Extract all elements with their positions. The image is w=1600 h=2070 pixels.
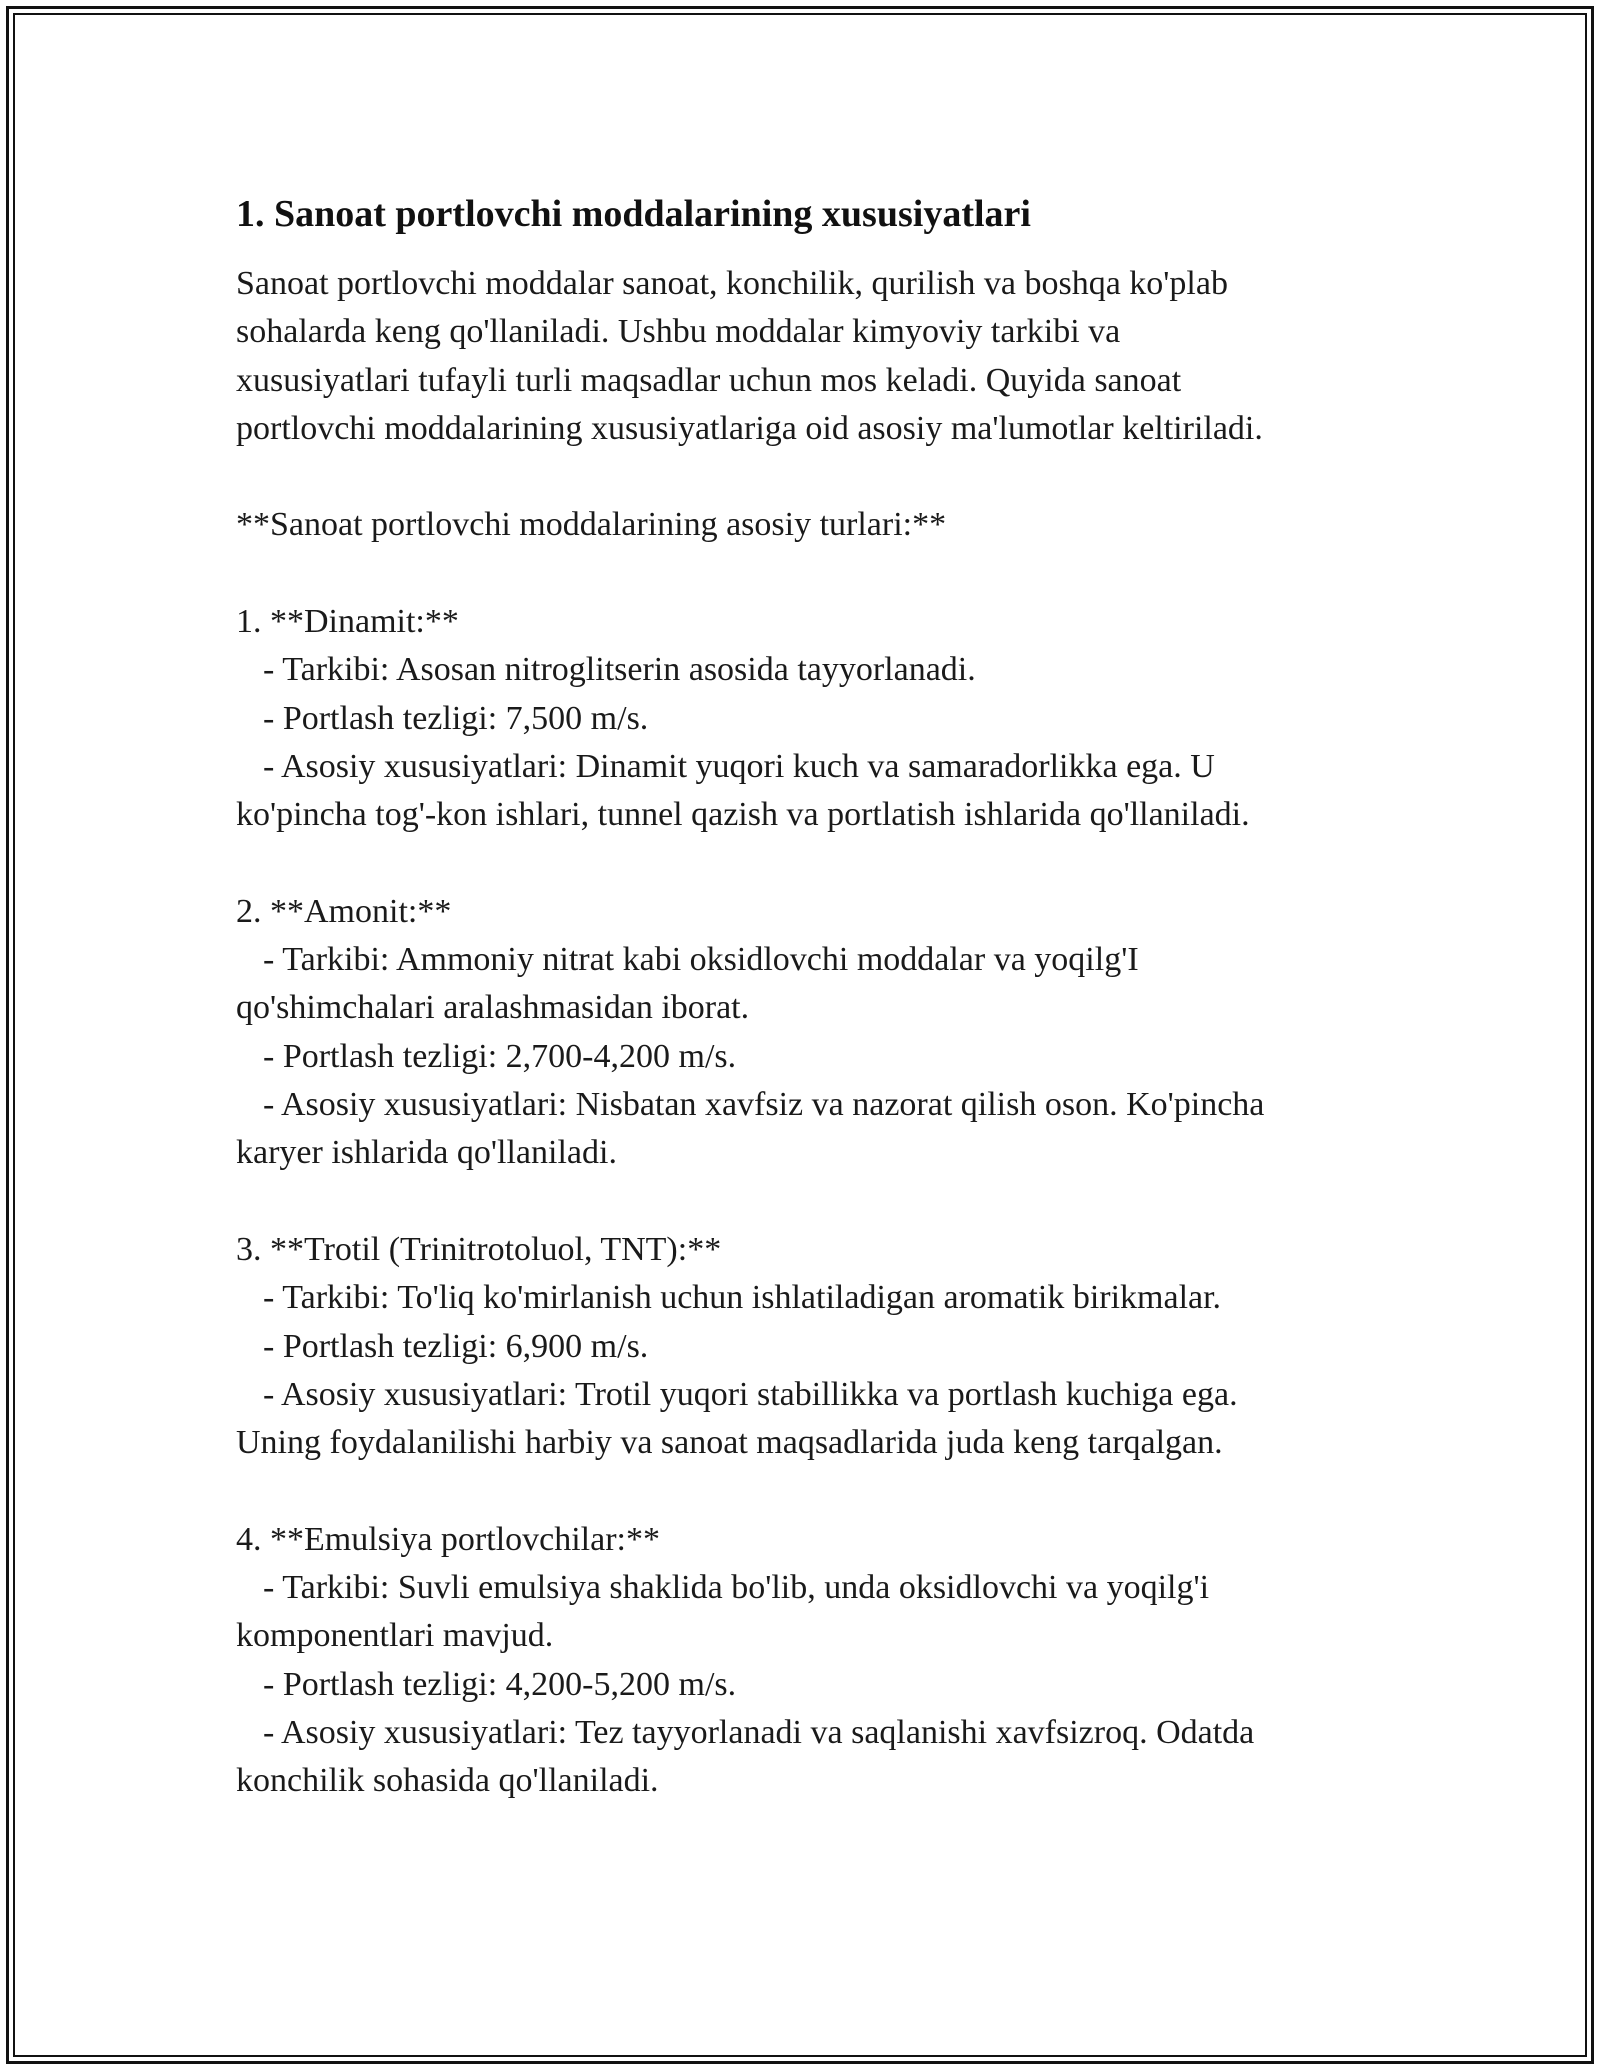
section-dinamit: [236, 550, 1386, 840]
section-heading: 4. **Emulsiya portlovchilar:**: [236, 1520, 660, 1558]
section-line: - Portlash tezligi: 2,700-4,200 m/s.: [263, 1037, 737, 1075]
section-heading: 2. **Amonit:**: [236, 892, 452, 930]
section-line: - Tarkibi: Suvli emulsiya shaklida bo'lib, unda oksidlovchi va yoqilg'i: [263, 1569, 1210, 1607]
section-line: konchilik sohasida qo'llaniladi.: [236, 1762, 659, 1800]
section-amonit: [236, 840, 1386, 1178]
section-line: - Tarkibi: To'liq ko'mirlanish uchun ishlatiladigan aromatik birikmalar.: [263, 1279, 1222, 1317]
blank-line: [236, 1467, 1386, 1515]
section-line: - Portlash tezligi: 7,500 m/s.: [263, 699, 649, 737]
section-emulsiya: [236, 1467, 1386, 1805]
types-heading: **Sanoat portlovchi moddalarining asosiy turlari:**: [236, 506, 947, 544]
section-line: - Asosiy xususiyatlari: Trotil yuqori stabillikka va portlash kuchiga ega.: [263, 1375, 1238, 1413]
intro-paragraph: [236, 260, 1386, 453]
blank-line: [236, 550, 1386, 598]
section-line: karyer ishlarida qo'llaniladi.: [236, 1134, 617, 1172]
section-line: - Tarkibi: Asosan nitroglitserin asosida tayyorlanadi.: [263, 651, 976, 689]
document-title: 1. Sanoat portlovchi moddalarining xususiyatlari: [236, 193, 1031, 235]
blank-line: [236, 453, 1386, 501]
intro-line: xususiyatlari tufayli turli maqsadlar uchun mos keladi. Quyida sanoat: [236, 361, 1182, 399]
section-line: - Asosiy xususiyatlari: Tez tayyorlanadi va saqlanishi xavfsizroq. Odatda: [263, 1713, 1255, 1751]
blank-line: [236, 1178, 1386, 1226]
section-line: - Portlash tezligi: 4,200-5,200 m/s.: [263, 1665, 737, 1703]
section-line: Uning foydalanilishi harbiy va sanoat maqsadlarida juda keng tarqalgan.: [236, 1424, 1223, 1462]
section-line: ko'pincha tog'-kon ishlari, tunnel qazish va portlatish ishlarida qo'llaniladi.: [236, 796, 1250, 834]
blank-line: [236, 840, 1386, 888]
section-line: - Asosiy xususiyatlari: Dinamit yuqori kuch va samaradorlikka ega. U: [263, 747, 1215, 785]
section-heading: 3. **Trotil (Trinitrotoluol, TNT):**: [236, 1230, 722, 1268]
section-line: - Tarkibi: Ammoniy nitrat kabi oksidlovchi moddalar va yoqilg'I: [263, 941, 1139, 979]
intro-line: Sanoat portlovchi moddalar sanoat, konchilik, qurilish va boshqa ko'plab: [236, 265, 1228, 302]
section-trotil: [236, 1178, 1386, 1468]
section-line: komponentlari mavjud.: [236, 1617, 554, 1655]
intro-line: sohalarda keng qo'llaniladi. Ushbu moddalar kimyoviy tarkibi va: [236, 313, 1121, 351]
section-line: - Asosiy xususiyatlari: Nisbatan xavfsiz va nazorat qilish oson. Ko'pincha: [263, 1086, 1265, 1124]
document-body: [236, 186, 1386, 1806]
section-line: qo'shimchalari aralashmasidan iborat.: [236, 989, 750, 1027]
intro-line: portlovchi moddalarining xususiyatlariga oid asosiy ma'lumotlar keltiriladi.: [236, 409, 1263, 447]
section-line: - Portlash tezligi: 6,900 m/s.: [263, 1327, 649, 1365]
section-heading: 1. **Dinamit:**: [236, 603, 459, 641]
